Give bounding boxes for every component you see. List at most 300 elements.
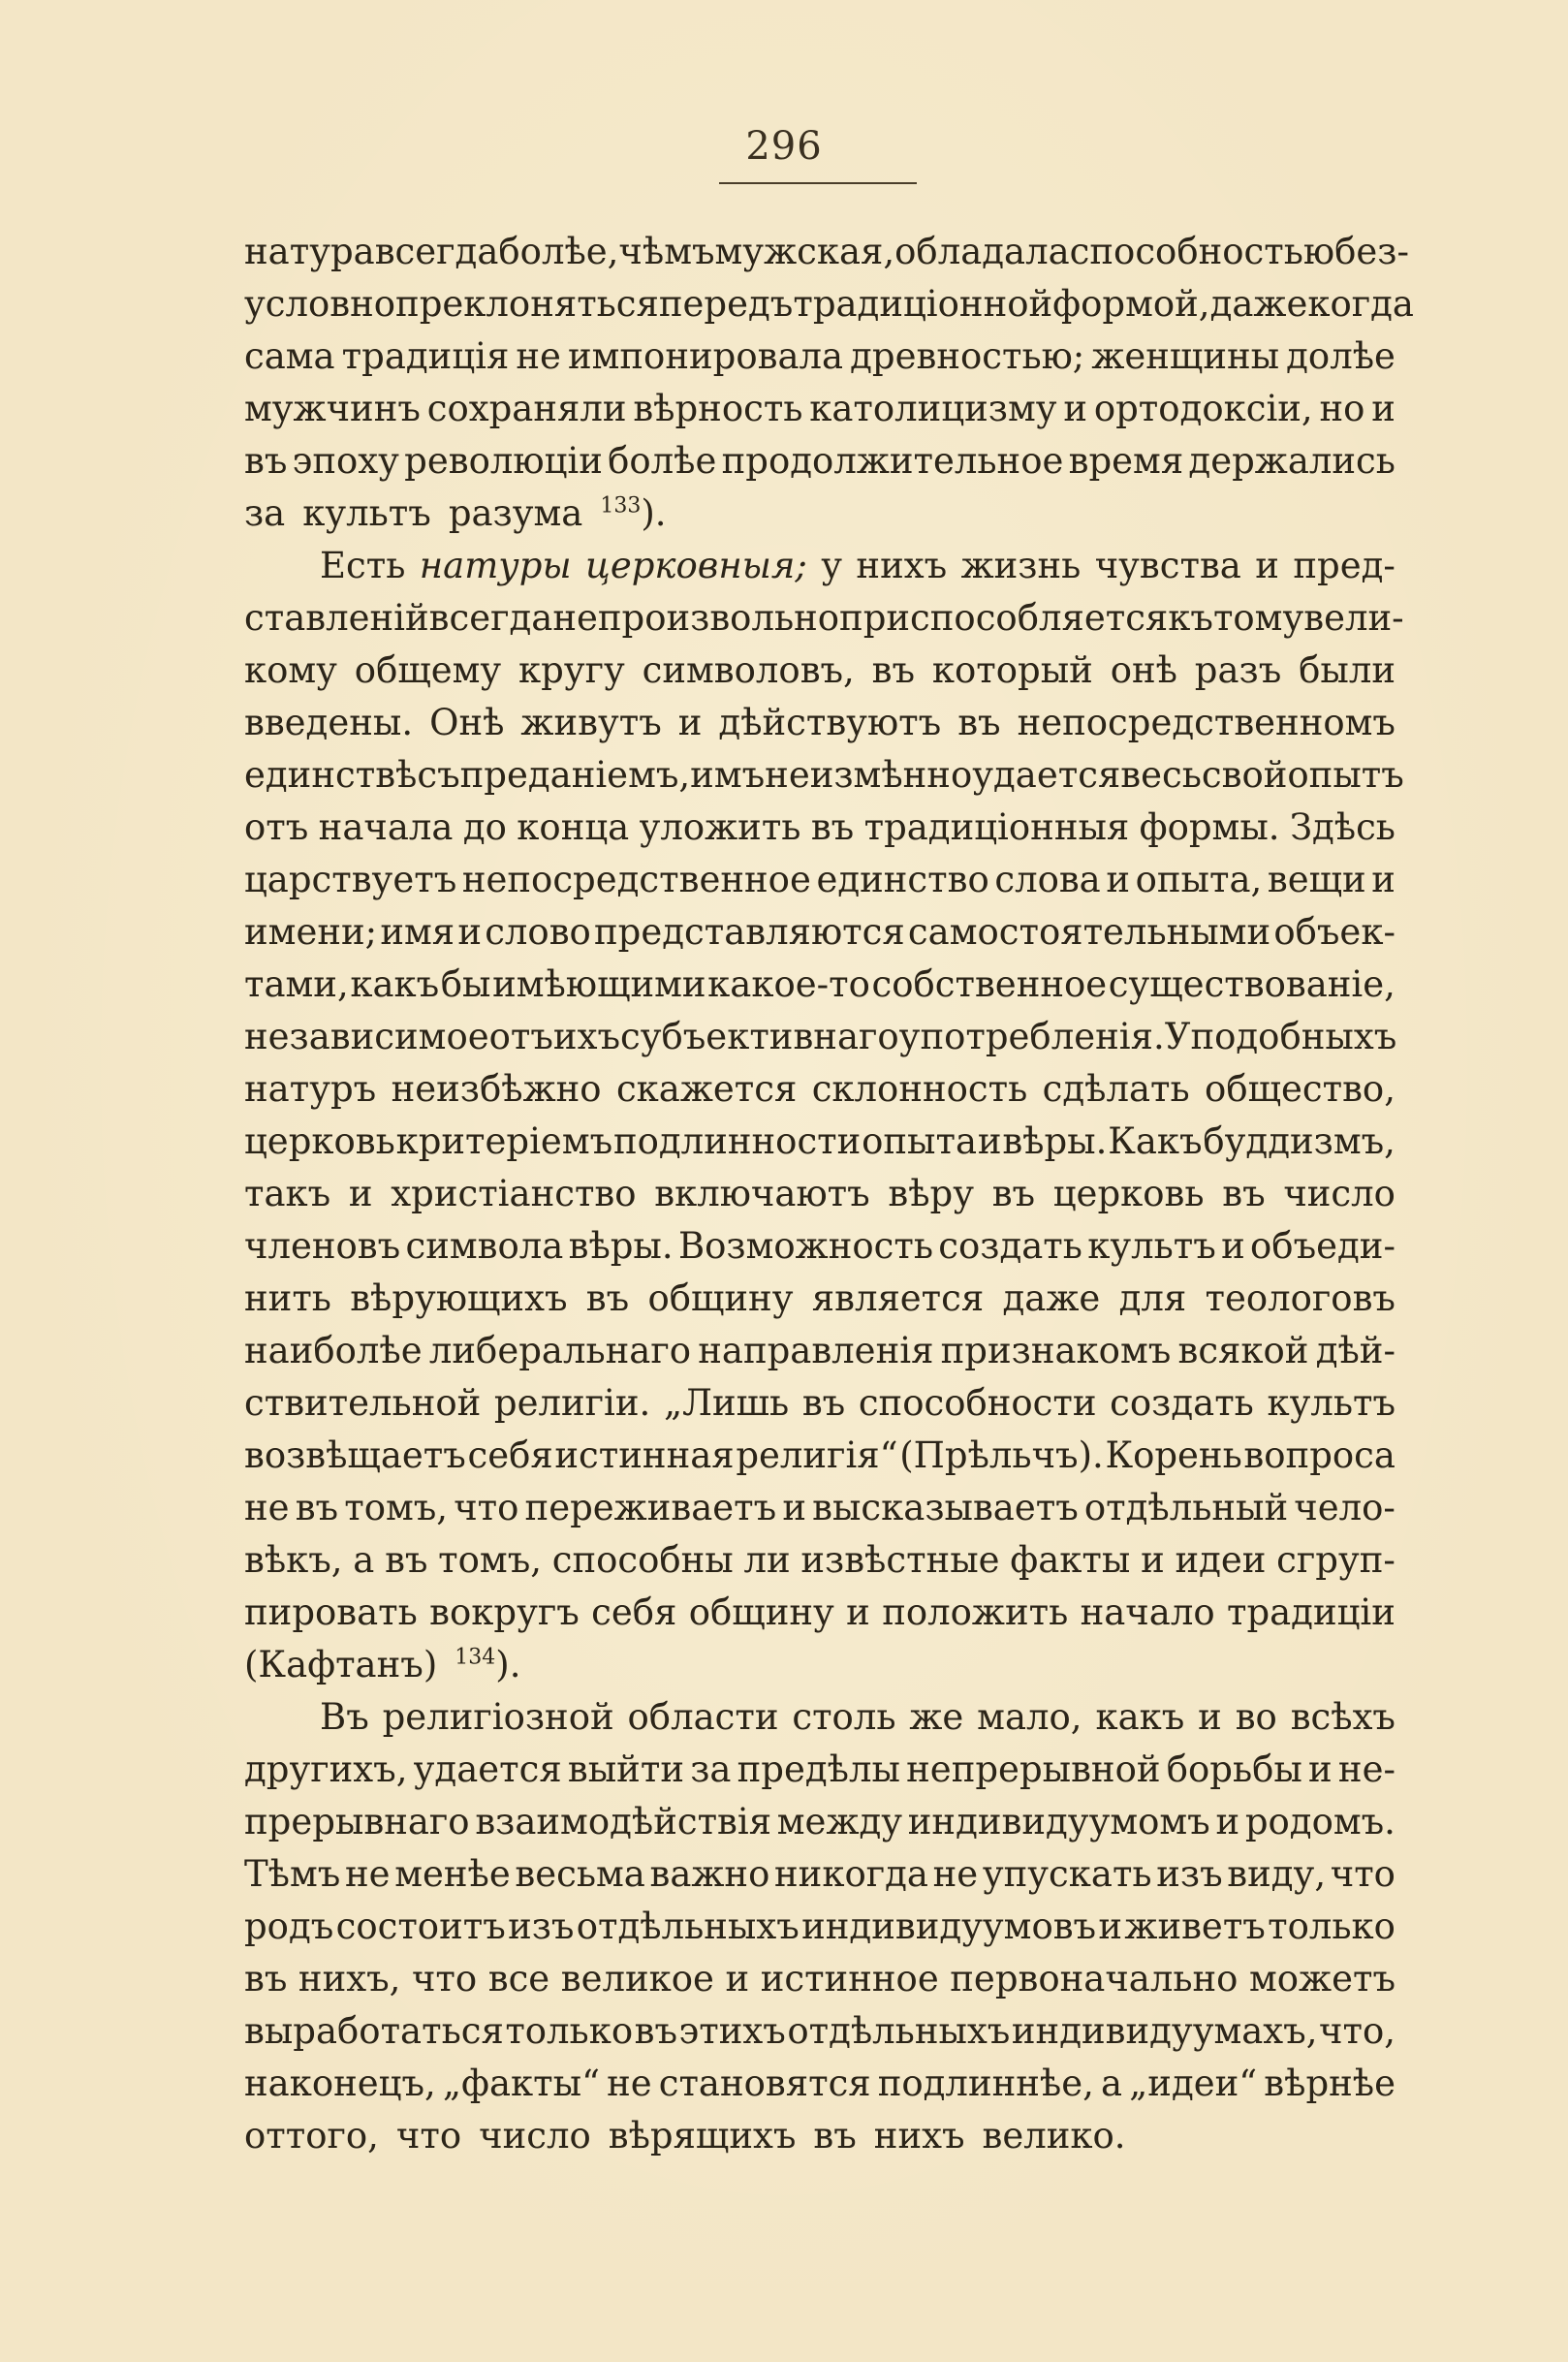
word: Онѣ xyxy=(429,702,505,743)
word: чело- xyxy=(1294,1487,1396,1528)
word: оттого, xyxy=(244,2115,379,2157)
word: положить xyxy=(882,1591,1069,1633)
word: томъ, xyxy=(344,1487,449,1528)
word: и xyxy=(846,1591,870,1633)
word: опыта, xyxy=(1135,859,1263,900)
word: виду, xyxy=(1227,1853,1327,1895)
word: религія“ xyxy=(736,1434,898,1476)
word: ихъ xyxy=(552,1016,620,1057)
word: Корень xyxy=(1105,1434,1242,1476)
word: изъ xyxy=(1156,1853,1223,1895)
text-line xyxy=(244,1587,1396,1639)
word: нихъ xyxy=(873,2115,965,2157)
word: области xyxy=(627,1696,779,1738)
word: всегда xyxy=(428,597,553,639)
word: чувства xyxy=(1094,545,1241,586)
word: традиціи xyxy=(1226,1591,1396,1633)
word: состоитъ xyxy=(335,1905,506,1947)
word: у xyxy=(821,545,842,586)
word: взаимодѣйствія xyxy=(475,1801,772,1842)
text-line xyxy=(244,1168,1396,1220)
word: вопроса xyxy=(1243,1434,1396,1476)
word: что, xyxy=(1319,2010,1396,2052)
text-line xyxy=(244,2058,1396,2110)
word: Есть xyxy=(320,545,406,586)
word: дѣйствуютъ xyxy=(718,702,942,743)
word: во xyxy=(1235,1696,1277,1738)
word: удается xyxy=(413,1748,562,1790)
word: Въ xyxy=(320,1696,369,1738)
paragraph xyxy=(244,226,1414,540)
word: нить xyxy=(244,1277,331,1319)
word: другихъ, xyxy=(244,1748,408,1790)
word: высказываетъ xyxy=(812,1487,1079,1528)
word: и xyxy=(725,1958,750,2000)
word: непрерывной xyxy=(906,1748,1161,1790)
word: отдѣльныхъ xyxy=(576,1905,800,1947)
word: велико. xyxy=(982,2115,1126,2157)
word: вѣрящихъ xyxy=(608,2115,797,2157)
text-line xyxy=(244,1848,1396,1901)
word: такъ xyxy=(244,1173,331,1214)
word: критеріемъ xyxy=(395,1120,613,1162)
word: становятся xyxy=(658,2063,871,2104)
word: подлинности xyxy=(612,1120,862,1162)
word: индивидуумовъ xyxy=(801,1905,1097,1947)
word: сохраняли xyxy=(426,388,627,429)
word: мужская, xyxy=(714,231,895,272)
text-line xyxy=(244,1796,1396,1848)
word: объеди- xyxy=(1250,1225,1396,1267)
word: символовъ, xyxy=(642,649,855,691)
word: обладала xyxy=(894,231,1070,272)
word: начало xyxy=(1080,1591,1215,1633)
word: тами, xyxy=(244,963,349,1005)
word: и xyxy=(1198,1696,1222,1738)
word: наиболѣе xyxy=(244,1330,423,1371)
word: существованіе, xyxy=(1108,963,1396,1005)
word: революціи xyxy=(404,440,603,482)
word: собственное xyxy=(871,963,1108,1005)
word: ортодоксіи, xyxy=(1093,388,1313,429)
word: только xyxy=(1268,1905,1396,1947)
word: имѣющими xyxy=(492,963,706,1005)
word: нихъ xyxy=(856,545,948,586)
word: скажется xyxy=(615,1068,798,1110)
word: себя xyxy=(591,1591,677,1633)
word: натуры xyxy=(419,545,572,586)
word: неизмѣнно xyxy=(765,754,973,796)
word: и xyxy=(782,1487,806,1528)
word: только xyxy=(505,2010,634,2052)
text-line xyxy=(244,2005,1396,2058)
word: отдѣльныхъ xyxy=(787,2010,1011,2052)
text-line xyxy=(244,854,1396,906)
word: конца xyxy=(517,806,630,848)
word: опыта xyxy=(862,1120,978,1162)
text-line xyxy=(244,1011,1396,1063)
word: натуръ xyxy=(244,1068,377,1110)
word: единствѣ xyxy=(244,754,418,796)
word: и xyxy=(1255,545,1279,586)
word: пировать xyxy=(244,1591,418,1633)
text-line xyxy=(244,278,1414,331)
word: „идеи“ xyxy=(1129,2063,1258,2104)
word: бы xyxy=(440,963,491,1005)
word: Какъ xyxy=(1108,1120,1203,1162)
text-line xyxy=(244,226,1409,278)
word: вели- xyxy=(1303,597,1404,639)
word: продолжительное xyxy=(721,440,1064,482)
word: вѣры. xyxy=(568,1225,674,1267)
word: менѣе xyxy=(394,1853,511,1895)
word: въ xyxy=(634,2010,678,2052)
word: натура xyxy=(244,231,375,272)
word: подлиннѣе, xyxy=(877,2063,1094,2104)
text-line xyxy=(244,1482,1396,1534)
word: культъ xyxy=(1087,1225,1216,1267)
word: имя xyxy=(380,911,455,953)
word: Возможность xyxy=(677,1225,933,1267)
word: первоначально xyxy=(950,1958,1239,2000)
word: способностью xyxy=(1069,231,1335,272)
word: что xyxy=(395,2115,462,2157)
word: традиція xyxy=(341,335,510,377)
word: и xyxy=(348,1173,373,1214)
word: царствуетъ xyxy=(244,859,457,900)
word: и xyxy=(1141,1539,1165,1581)
word: отъ xyxy=(488,1016,553,1057)
word: и xyxy=(1371,859,1396,900)
word: можетъ xyxy=(1249,1958,1396,2000)
word: представляются xyxy=(594,911,905,953)
text-line xyxy=(244,1116,1396,1168)
word: буддизмъ, xyxy=(1203,1120,1396,1162)
word: членовъ xyxy=(244,1225,401,1267)
word: факты xyxy=(1010,1539,1131,1581)
word: религіи. xyxy=(493,1382,651,1424)
word: наконецъ, xyxy=(244,2063,436,2104)
word: вѣкъ, xyxy=(244,1539,343,1581)
word: ли xyxy=(743,1539,791,1581)
word: вѣру xyxy=(888,1173,974,1214)
word: важно xyxy=(649,1853,770,1895)
word: идеи xyxy=(1175,1539,1267,1581)
word: способности xyxy=(858,1382,1097,1424)
word: приспособляется xyxy=(839,597,1169,639)
word: предѣлы xyxy=(737,1748,900,1790)
word: въ xyxy=(813,2115,857,2157)
word: какъ xyxy=(350,963,440,1005)
word: женщины xyxy=(1091,335,1280,377)
word: (Кафтанъ) xyxy=(244,1644,438,1685)
word: который xyxy=(931,649,1093,691)
word: и xyxy=(1371,388,1396,429)
word: живутъ xyxy=(520,702,662,743)
paragraph xyxy=(244,540,1404,1691)
word: истинное xyxy=(760,1958,939,2000)
word: религіозной xyxy=(382,1696,614,1738)
word: всѣхъ xyxy=(1290,1696,1396,1738)
word: время xyxy=(1068,440,1184,482)
word: Здѣсь xyxy=(1289,806,1396,848)
word: вокругъ xyxy=(429,1591,580,1633)
word: удается xyxy=(972,754,1121,796)
word: слова xyxy=(994,859,1101,900)
word: и xyxy=(977,1120,1002,1162)
word: жизнь xyxy=(960,545,1082,586)
word: „Лишь xyxy=(663,1382,790,1424)
word: теологовъ xyxy=(1205,1277,1396,1319)
word: за xyxy=(244,492,286,534)
word: слово xyxy=(485,911,591,953)
word: христіанство xyxy=(391,1173,637,1214)
word: родъ xyxy=(244,1905,334,1947)
word: великое xyxy=(560,1958,714,2000)
word: сгруп- xyxy=(1276,1539,1396,1581)
word: ставленій xyxy=(244,597,429,639)
word: въ xyxy=(801,1382,846,1424)
word: общину xyxy=(688,1591,834,1633)
word: къ xyxy=(1168,597,1213,639)
word: условно xyxy=(244,283,396,325)
word: имени; xyxy=(244,911,378,953)
word: весьма xyxy=(515,1853,645,1895)
word: символа xyxy=(405,1225,564,1267)
word: субъективнаго xyxy=(620,1016,899,1057)
text-line xyxy=(244,331,1396,383)
word: неизбѣжно xyxy=(391,1068,602,1110)
word: церковь xyxy=(1052,1173,1205,1214)
text-line xyxy=(244,1901,1396,1953)
word: объек- xyxy=(1273,911,1396,953)
word: преклоняться xyxy=(395,283,659,325)
word: разума xyxy=(448,492,583,534)
word: кругу xyxy=(518,649,625,691)
word: создать xyxy=(938,1225,1082,1267)
word: всегда xyxy=(374,231,499,272)
text-line xyxy=(244,959,1396,1011)
word: въ xyxy=(385,1539,428,1581)
word: что xyxy=(454,1487,519,1528)
word: болѣе xyxy=(608,440,717,482)
word: переживаетъ xyxy=(524,1487,777,1528)
word: болѣе, xyxy=(498,231,619,272)
word: кому xyxy=(244,649,337,691)
word: У xyxy=(1164,1016,1191,1057)
word: общину xyxy=(647,1277,794,1319)
word: культъ xyxy=(1267,1382,1396,1424)
word: вѣрующихъ xyxy=(350,1277,568,1319)
word: культъ xyxy=(302,492,431,534)
word: имъ xyxy=(690,754,766,796)
word: но xyxy=(1319,388,1365,429)
word: склонность xyxy=(811,1068,1028,1110)
word: и xyxy=(1221,1225,1245,1267)
word: упускать xyxy=(982,1853,1152,1895)
word: является xyxy=(811,1277,985,1319)
word: никогда xyxy=(774,1853,928,1895)
text-line xyxy=(244,1953,1396,2005)
text-line xyxy=(244,435,1396,488)
paragraph xyxy=(244,1691,1396,2162)
word: и xyxy=(1308,1748,1333,1790)
word: прерывнаго xyxy=(244,1801,470,1842)
word: все xyxy=(487,1958,550,2000)
word: выработаться xyxy=(244,2010,504,2052)
word: съ xyxy=(417,754,460,796)
word: были xyxy=(1299,649,1396,691)
word: себя xyxy=(467,1434,553,1476)
word: между xyxy=(776,1801,903,1842)
word: дѣй- xyxy=(1315,1330,1396,1371)
word: и xyxy=(1063,388,1088,429)
word: не xyxy=(516,335,561,377)
word: и xyxy=(457,911,482,953)
word: свой xyxy=(1201,754,1288,796)
word: формы. xyxy=(1139,806,1280,848)
word: древностью; xyxy=(850,335,1085,377)
word: какое-то xyxy=(707,963,870,1005)
word: въ xyxy=(244,440,288,482)
word: ствительной xyxy=(244,1382,482,1424)
text-line xyxy=(244,383,1396,435)
word: непосредственномъ xyxy=(1017,702,1396,743)
word: выйти xyxy=(567,1748,684,1790)
word: не xyxy=(344,1853,391,1895)
text-line xyxy=(244,592,1404,645)
word: независимое xyxy=(244,1016,489,1057)
word: число xyxy=(479,2115,591,2157)
text-line xyxy=(244,1534,1396,1587)
word: без- xyxy=(1334,231,1409,272)
word: даже xyxy=(1209,283,1308,325)
word: борьбы xyxy=(1166,1748,1302,1790)
word: въ xyxy=(957,702,1001,743)
word: и xyxy=(1106,859,1131,900)
word: и xyxy=(677,702,703,743)
word: „факты“ xyxy=(442,2063,601,2104)
page-number: 296 xyxy=(745,124,823,169)
word: передъ xyxy=(658,283,794,325)
word: извѣстные xyxy=(800,1539,1000,1581)
word: вѣрнѣе xyxy=(1264,2063,1396,2104)
header-rule xyxy=(719,182,917,184)
word: тому xyxy=(1212,597,1304,639)
word: общему xyxy=(354,649,502,691)
word: даже xyxy=(1002,1277,1101,1319)
footnote-ref: 133 xyxy=(600,493,642,519)
word: индивидуумомъ xyxy=(907,1801,1210,1842)
text-line xyxy=(244,1639,1396,1691)
word: употребленія. xyxy=(898,1016,1165,1057)
word: для xyxy=(1118,1277,1187,1319)
word: вѣры. xyxy=(1002,1120,1108,1162)
text-line xyxy=(244,1377,1396,1430)
word: же xyxy=(909,1696,964,1738)
word: и xyxy=(1215,1801,1240,1842)
text-line xyxy=(244,1063,1396,1116)
word: сама xyxy=(244,335,335,377)
word: не- xyxy=(1337,1748,1396,1790)
word: число xyxy=(1283,1173,1396,1214)
text-line xyxy=(244,1691,1396,1744)
text-line xyxy=(244,1273,1396,1325)
word: направленія xyxy=(698,1330,934,1371)
word: единство xyxy=(816,859,989,900)
word: мало, xyxy=(977,1696,1082,1738)
word: подобныхъ xyxy=(1190,1016,1397,1057)
text-line xyxy=(244,802,1396,854)
footnote-ref: 134 xyxy=(455,1645,496,1670)
word: введены. xyxy=(244,702,414,743)
word: вещи xyxy=(1267,859,1366,900)
word: держались xyxy=(1188,440,1396,482)
word: родомъ. xyxy=(1244,1801,1396,1842)
text-line xyxy=(244,1220,1396,1273)
text-line xyxy=(244,1430,1396,1482)
word: не xyxy=(607,2063,652,2104)
word: католицизму xyxy=(809,388,1057,429)
word: эпоху xyxy=(292,440,399,482)
body-text xyxy=(244,226,1414,2162)
word: онѣ xyxy=(1110,649,1177,691)
word: отдѣльный xyxy=(1083,1487,1289,1528)
word: томъ, xyxy=(438,1539,542,1581)
word: включаютъ xyxy=(654,1173,870,1214)
word: что xyxy=(411,1958,478,2000)
text-line xyxy=(244,540,1396,592)
word: $^{134}$). xyxy=(455,1644,521,1685)
word: всякой xyxy=(1177,1330,1309,1371)
word: традиціонныя xyxy=(863,806,1130,848)
word: начала xyxy=(318,806,454,848)
text-line xyxy=(244,2110,1396,2162)
word: вѣрность xyxy=(633,388,803,429)
word: церковь xyxy=(244,1120,395,1162)
word: живетъ xyxy=(1124,1905,1266,1947)
word: въ xyxy=(871,649,916,691)
word: возвѣщаетъ xyxy=(244,1434,466,1476)
text-line xyxy=(244,645,1396,697)
word: уложить xyxy=(639,806,801,848)
word: въ xyxy=(810,806,855,848)
word: опытъ xyxy=(1287,754,1404,796)
word: чѣмъ xyxy=(618,231,715,272)
word: пред- xyxy=(1293,545,1396,586)
word: этихъ xyxy=(678,2010,786,2052)
word: долѣе xyxy=(1286,335,1396,377)
word: не xyxy=(244,1487,290,1528)
word: въ xyxy=(991,1173,1036,1214)
word: церковныя; xyxy=(585,545,807,586)
word: общество, xyxy=(1205,1068,1396,1110)
word: традиціонной xyxy=(793,283,1053,325)
word: а xyxy=(353,1539,375,1581)
word: формой, xyxy=(1052,283,1210,325)
word: до xyxy=(462,806,507,848)
word: а xyxy=(1100,2063,1123,2104)
text-line xyxy=(244,1744,1396,1796)
word: столь xyxy=(792,1696,896,1738)
word: въ xyxy=(295,1487,339,1528)
word: истинная xyxy=(554,1434,735,1476)
word: когда xyxy=(1307,283,1414,325)
word: не xyxy=(932,1853,979,1895)
word: за xyxy=(690,1748,732,1790)
word: нихъ, xyxy=(298,1958,401,2000)
word: въ xyxy=(585,1277,630,1319)
